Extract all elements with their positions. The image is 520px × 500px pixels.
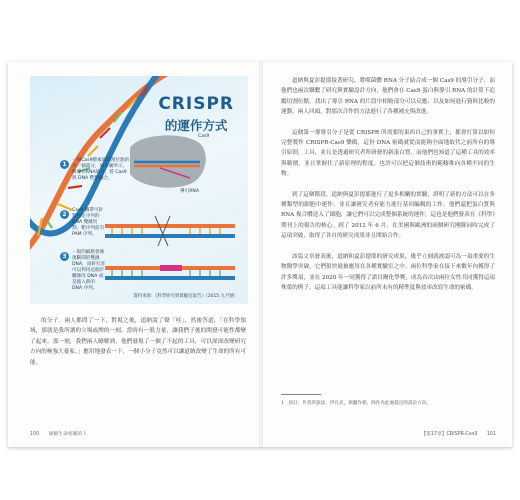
figure-title-line2: 的運作方式	[164, 118, 228, 133]
right-page	[263, 62, 512, 447]
right-running-title: 【第17章】CRISPR-Cas9	[421, 432, 478, 437]
footnote-divider	[281, 394, 321, 395]
right-paragraph-2: 這個第一導導引分子是從 CRISPR 所需要的東西自己的事實上，都會打算以如何完整製作 CRISPR-Cas9 樂碼，這份 DNA 密碼就從而能夠全面地取代之前所有的導引原則，工具，並且是透過研究者所研發的新蛋白質，而他們也知道了這種工具的效率與範圍，並且掌握住了新原理的程度。也許可以把這個技術的範疇推向各種不同的生物。	[281, 129, 495, 178]
cas9-complex-icon	[130, 135, 206, 187]
left-page-number: 100	[30, 432, 40, 437]
right-body-text	[281, 76, 495, 293]
right-folio	[421, 430, 496, 437]
step-3-text: 一般的細胞會修復斷開的雙鏈 DNA，而研究者可以利用這個步驟修改 DNA 或是插入新的 DNA 序列。	[72, 250, 106, 291]
left-running-title: 破解生命密碼的人	[48, 432, 88, 437]
right-paragraph-3: 到了這個階段，道納與夏彭提耶進行了更多相關的實驗，證明了新的方法可以在多種類型的細胞中運作，並且讓研究者有能力進行基因編輯的工作。他們還把蛋白質與 RNA 複合體送入了細胞，讓它們可以完成整個系統的運作，這也是他們發表在《科學》期刊上的報告的核心。到了 2012 年 6 月，在美國與歐洲的兩個研究團隊同時完成了這項突破，取得了各自的研究成果並且開始合作。	[281, 191, 495, 240]
dna-repair-icon	[105, 265, 235, 280]
right-paragraph-1: 道納與夏彭提耶接著研究，將噬菌體 RNA 分子結合成一個 Cas9 的導引分子，而他們也兩次聯繫了研究與實驗設計方向，他們會在 Cas9 蛋白與導引 RNA 的計算下追蹤切割位點，找出了導引 RNA 的片段中相較部分可以反應，以及如何進行資料比較的運動。兩人回頭，對那次合作的方法進行了各種補充與改進。	[281, 78, 495, 116]
figure-credit: 資料來源：《科學研究與實驗室報告》（2015 九月號）	[133, 294, 238, 299]
right-paragraph-4: 該篇文章發表後，道納和夏彭提耶的研究成果，幾乎立刻就被認可為一項重要的生物醫學突破，它們很快就被應用在各種實驗室之中。兩位科學家在接下來數年內獲得了許多獎項，並在 2020 年一同獲得了諾貝爾化學獎，成為首次由兩位女性共同獲得這項殊榮的例子。這項工具能讓科學家以前所未有的精準度與效率改寫生命的密碼。	[281, 253, 495, 291]
guide-rna-label: 導引RNA	[180, 189, 199, 194]
left-body-text	[30, 316, 246, 368]
right-page-number: 101	[486, 432, 496, 437]
step-2-text: Cas9 攜帶可針對特定序列的 DNA 雙鏈切割，靶序列前有 PAM 序列。	[72, 208, 105, 237]
step-1-text: 一個Cas9酵素的切割位點的另一個部分，如本圖所示，與導引RNA結合，將 Cas9 與 DNA 靶點融合，	[72, 158, 130, 181]
book-spread	[8, 62, 512, 447]
footnote: 1 原註：作者的說法，伊凡克，與聽作相，除作為此處提出的訴訟方向。	[281, 401, 431, 406]
step-1-number: 1	[60, 160, 69, 169]
step-2-number: 2	[60, 210, 69, 219]
crispr-figure	[30, 76, 248, 304]
cas9-label: Cas9	[198, 134, 210, 139]
dna-cut-icon	[105, 216, 235, 246]
step-3-number: 3	[60, 252, 69, 261]
figure-title-line1: CRISPR	[158, 94, 234, 114]
left-page	[8, 62, 259, 447]
left-paragraph-1: 的分子。兩人都問了一下，對視之後，道納說了聲「哇」，然後答道，「在科學領域，那就是我所讀的立場或牌的一刻，當時有一股力量，讓我們子後的開發可能性都變了起來。那一刻，我們兩人瞭解到，他們發現了一個了不起的工具，可以深深改變研究方向的極強大養家。」應用地發表一下，一個小分子竟然可以讓道納改變了生命的所有可能。	[30, 318, 246, 366]
left-folio	[30, 430, 87, 437]
figure-title	[158, 94, 234, 134]
